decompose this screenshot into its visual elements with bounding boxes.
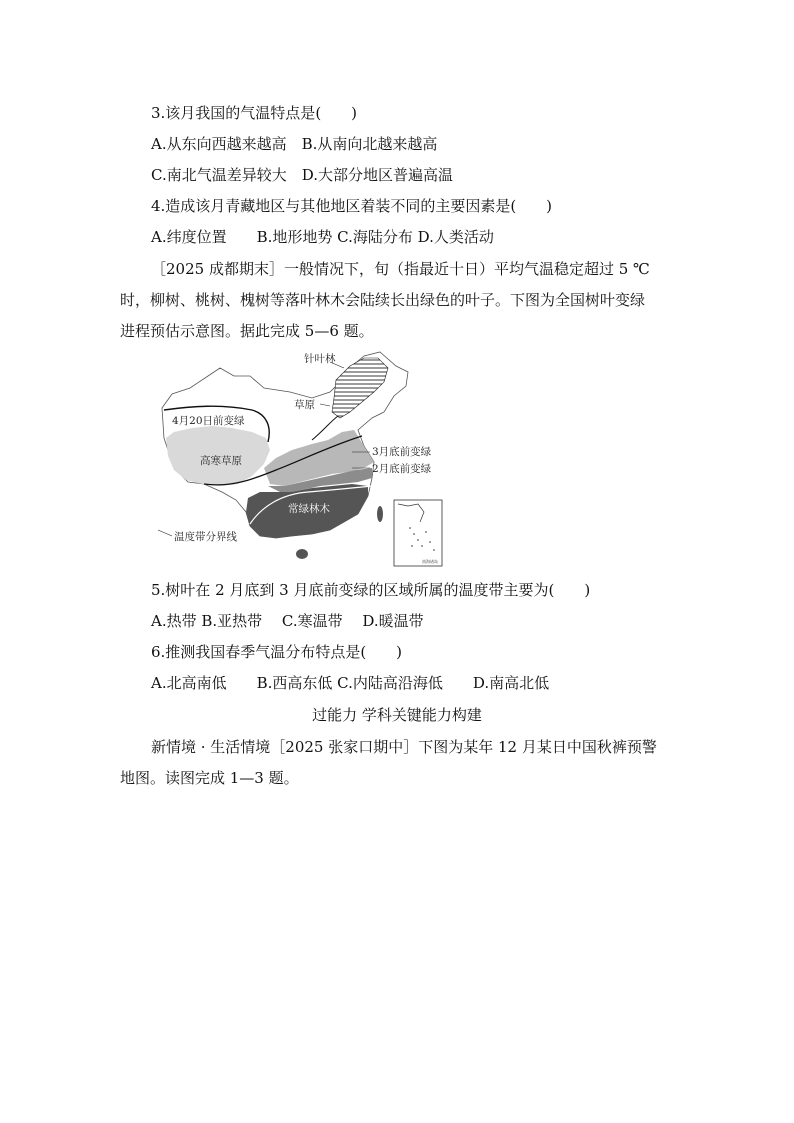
section-title: 过能力 学科关键能力构建 [312,706,482,724]
question-3-options-ab: A.从东向西越来越高 B.从南向北越来越高 [151,135,438,153]
label-temp-boundary: 温度带分界线 [174,531,237,543]
question-4-stem: 4.造成该月青藏地区与其他地区着装不同的主要因素是( ) [151,197,553,215]
label-coniferous: 针叶林 [304,353,336,365]
label-before-end-feb: 2月底前变绿 [372,463,432,475]
question-5-stem: 5.树叶在 2 月底到 3 月底前变绿的区域所属的温度带主要为( ) [151,581,591,599]
question-3-stem: 3.该月我国的气温特点是( ) [151,104,358,122]
china-leaf-greening-map [152,346,444,568]
question-6-stem: 6.推测我国春季气温分布特点是( ) [151,643,403,661]
label-inset: 南海诸岛 [422,559,438,564]
label-grassland: 草原 [294,399,315,411]
label-before-apr20: 4月20日前变绿 [172,415,245,427]
label-before-end-mar: 3月底前变绿 [372,446,432,458]
leader-temp-boundary [158,530,172,536]
question-4-options: A.纬度位置 B.地形地势 C.海陆分布 D.人类活动 [151,228,494,246]
south-china-sea-inset [394,500,442,566]
new-context-line-1: 新情境 · 生活情境［2025 张家口期中］下图为某年 12 月某日中国秋裤预警 [151,738,657,756]
label-evergreen: 常绿林木 [288,503,330,515]
intro-line-3: 进程预估示意图。据此完成 5—6 题。 [120,322,374,340]
intro-line-1: ［2025 成都期末］一般情况下，旬（指最近十日）平均气温稳定超过 5 ℃ [151,260,650,278]
question-3-options-cd: C.南北气温差异较大 D.大部分地区普遍高温 [151,166,453,184]
question-5-options: A.热带 B.亚热带 C.寒温带 D.暖温带 [151,612,424,630]
new-context-line-2: 地图。读图完成 1—3 题。 [120,769,299,787]
question-6-options: A.北高南低 B.西高东低 C.内陆高沿海低 D.南高北低 [151,674,550,692]
hainan-island [296,549,308,559]
label-alpine-grassland: 高寒草原 [200,455,242,467]
taiwan-island [377,506,383,522]
intro-line-2: 时，柳树、桃树、槐树等落叶林木会陆续长出绿色的叶子。下图为全国树叶变绿 [120,291,646,309]
